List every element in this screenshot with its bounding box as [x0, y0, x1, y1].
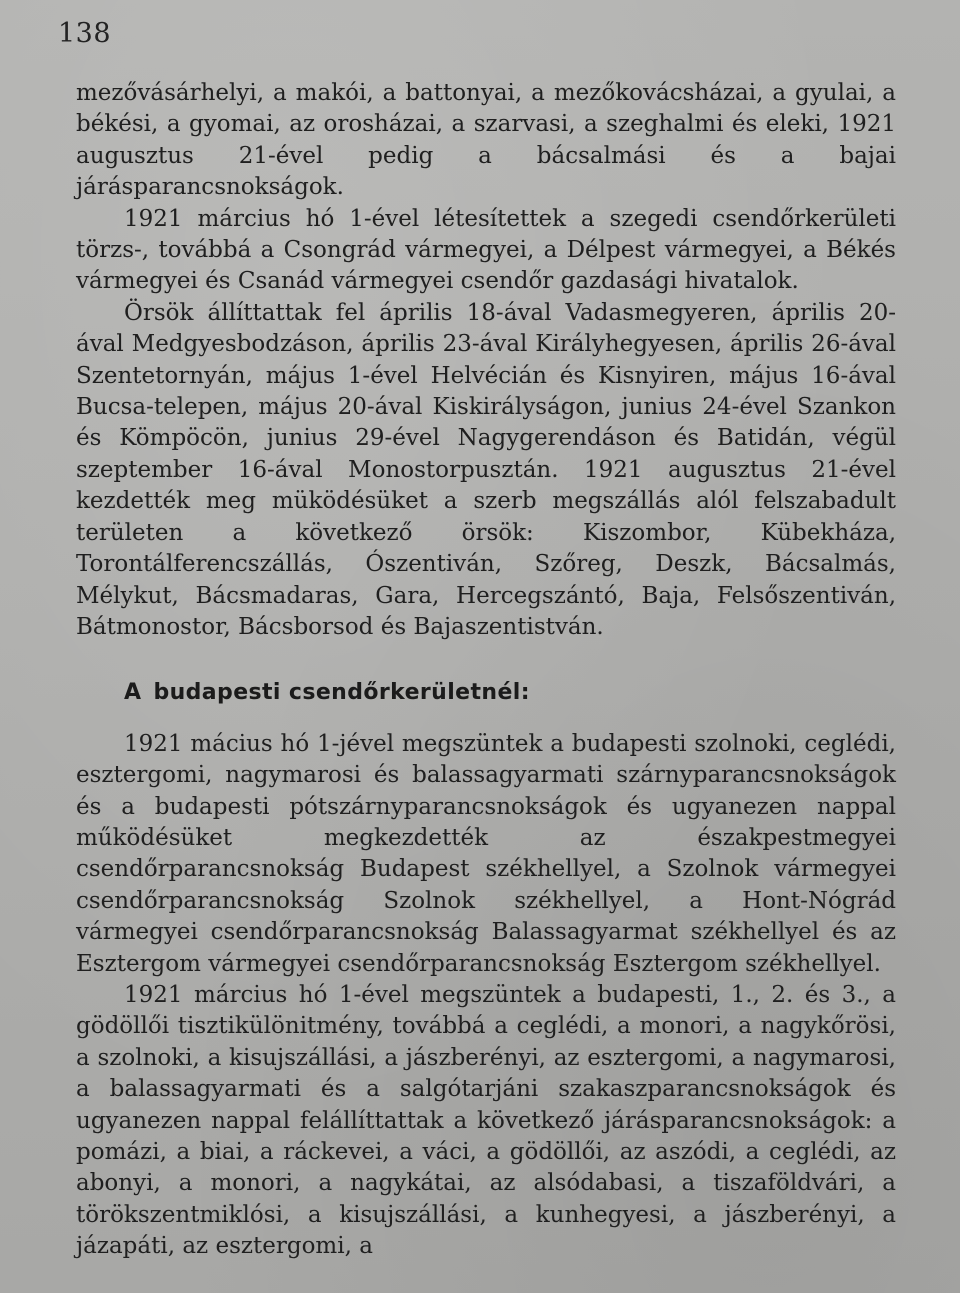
paragraph-2: 1921 március hó 1-ével létesítettek a szegedi csendőrkerületi törzs-, továbbá a Csongrád vármegyei, a Délpest vármegyei, a Békés vármegyei és Csanád vármegyei csendőr gazdasági hivatalok.: [76, 205, 896, 295]
paragraph-4: 1921 mácius hó 1-jével megszüntek a budapesti szolnoki, ceglédi, esztergomi, nagymarosi és balassagyarmati szárnyparancsnokságok és a budapesti pótszárnyparancsnokságok és ugyanezen nappal működésüket megkezdették az északpestmegyei csendőrparancsnokság Budapest székhellyel, a Szolnok vármegyei csendőrparancsnokság Szolnok székhellyel, a Hont-Nógrád vármegyei csendőrparancsnokság Balassagyarmat székhellyel és az Esztergom vármegyei csendőrparancsnokság Esztergom székhellyel.: [76, 730, 896, 977]
paragraph-1: mezővásárhelyi, a makói, a battonyai, a mezőkovácsházai, a gyulai, a békési, a gyomai, az orosházai, a szarvasi, a szeghalmi és eleki, 1921 augusztus 21-ével pedig a bácsalmási és a bajai járásparancsnokságok.: [76, 80, 896, 201]
page-number: 138: [58, 18, 112, 49]
paragraph-5: 1921 március hó 1-ével megszüntek a budapesti, 1., 2. és 3., a gödöllői tisztikülönitmény, továbbá a ceglédi, a monori, a nagykőrösi, a szolnoki, a kisujszállási, a jászberényi, az esztergomi, a nagymarosi, a balassagyarmati és a salgótarjáni szakaszparancsnokságok és ugyanezen nappal felállíttattak a következő járásparancsnokságok: a pomázi, a biai, a ráckevei, a váci, a gödöllői, az aszódi, a ceglédi, az abonyi, a monori, a nagykátai, az alsódabasi, a tiszaföldvári, a törökszentmiklósi, a kisujszállási, a kunhegyesi, a jászberényi, a jázapáti, az esztergomi, a: [76, 981, 896, 1260]
page-body: [76, 78, 896, 1263]
paragraph-3: Örsök állíttattak fel április 18-ával Vadasmegyeren, április 20-ával Medgyesbodzáson, április 23-ával Királyhegyesen, április 26-ával Szentetornyán, május 1-ével Helvécián és Kisnyiren, május 16-ával Bucsa-telepen, május 20-ával Kiskirályságon, junius 24-ével Szankon és Kömpöcön, junius 29-ével Nagygerendáson és Batidán, végül szeptember 16-ával Monostorpusztán. 1921 augusztus 21-ével kezdették meg müködésüket a szerb megszállás alól felszabadult területen a következő örsök: Kiszombor, Kübekháza, Torontálferencszállás, Ószentiván, Szőreg, Deszk, Bácsalmás, Mélykut, Bácsmadaras, Gara, Hercegszántó, Baja, Felsőszentiván, Bátmonostor, Bácsborsod és Bajaszentistván.: [76, 299, 896, 640]
section-heading: [76, 677, 896, 708]
section-heading-lead: A: [124, 680, 142, 706]
section-heading-text: budapesti csendőrkerületnél:: [153, 680, 530, 706]
